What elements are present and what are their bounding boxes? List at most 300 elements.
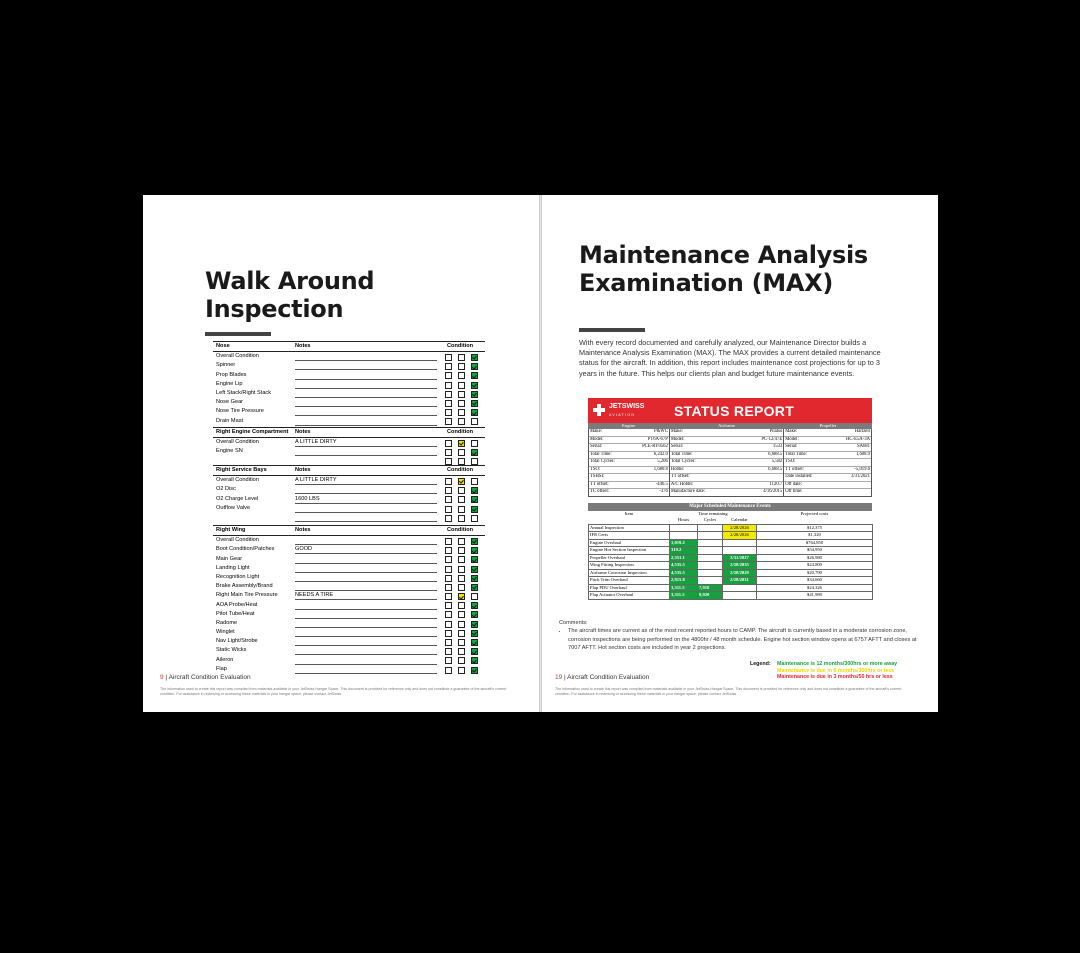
condition-checkbox-poor[interactable] bbox=[445, 556, 452, 563]
event-item: IFR Certs bbox=[589, 532, 670, 540]
condition-checkbox-poor[interactable] bbox=[445, 440, 452, 447]
condition-checkbox-good[interactable] bbox=[471, 418, 478, 425]
spec-value: 1533 bbox=[772, 444, 783, 449]
event-item: Flap Actuator Overhaul bbox=[589, 592, 670, 600]
checklist-row bbox=[213, 573, 485, 582]
condition-checkbox-good[interactable] bbox=[471, 363, 478, 370]
propeller-spec-row bbox=[784, 467, 871, 475]
checklist-row bbox=[213, 601, 485, 610]
condition-checkbox-fair[interactable] bbox=[458, 496, 465, 503]
disclaimer: The information used to create this report was compiled from materials available in your JetSwiss Hangar Space. This document is provided for reference only and does not constitute a guarantee of the aircraft's current condition. For assistance in reviewing or accessing these materials in your hangar space, please contact JetSwiss. bbox=[555, 687, 902, 696]
event-item: Airframe Corrosion Inspection bbox=[589, 569, 670, 577]
airframe-spec-row bbox=[670, 452, 783, 460]
condition-checkbox-fair[interactable] bbox=[458, 566, 465, 573]
item-notes[interactable] bbox=[295, 637, 437, 646]
item-name: Recognition Light bbox=[216, 573, 260, 580]
item-name: Pitot Tube/Heat bbox=[216, 610, 255, 617]
hours-remaining: 2,351.1 bbox=[670, 554, 698, 562]
condition-checkbox-poor[interactable] bbox=[445, 667, 452, 674]
cycles-remaining bbox=[698, 562, 723, 570]
section-name: Right Service Bays bbox=[216, 467, 267, 473]
spec-label: Manufacture date: bbox=[670, 489, 706, 494]
event-item: Pitch Trim Overhaul bbox=[589, 577, 670, 585]
condition-checkbox-good[interactable] bbox=[471, 667, 478, 674]
spec-value: PC-12/47E bbox=[761, 436, 783, 442]
checklist-row bbox=[213, 504, 485, 513]
condition-checkbox-fair[interactable] bbox=[458, 354, 465, 361]
condition-checkbox-poor[interactable] bbox=[445, 496, 452, 503]
item-name: Engine SN bbox=[216, 448, 243, 455]
condition-checkbox-poor[interactable] bbox=[445, 354, 452, 361]
cycles-remaining: 9,920 bbox=[698, 592, 723, 600]
condition-checkbox-poor[interactable] bbox=[445, 566, 452, 573]
maintenance-row bbox=[589, 532, 873, 540]
spec-label: Serial: bbox=[670, 444, 684, 449]
spec-label: Model: bbox=[785, 436, 799, 442]
section-name: Right Engine Compartment bbox=[216, 429, 289, 435]
condition-checkbox-good[interactable] bbox=[471, 515, 478, 522]
checklist-row bbox=[213, 637, 485, 646]
page-title: Walk Around Inspection bbox=[205, 267, 375, 323]
spec-label: Model: bbox=[670, 436, 685, 442]
condition-checkbox-poor[interactable] bbox=[445, 478, 452, 485]
condition-checkbox-poor[interactable] bbox=[445, 363, 452, 370]
calendar-remaining: 2/28/2029 bbox=[723, 569, 757, 577]
spec-value: -5,019.6 bbox=[854, 466, 870, 472]
condition-checkbox-poor[interactable] bbox=[445, 538, 452, 545]
item-notes[interactable]: NEEDS A TIRE bbox=[295, 591, 437, 600]
condition-checkbox-good[interactable] bbox=[471, 648, 478, 655]
engine-spec-row bbox=[589, 482, 669, 490]
item-notes[interactable] bbox=[295, 380, 437, 389]
projected-cost: $54,950 bbox=[757, 547, 873, 555]
engine-spec-row bbox=[589, 452, 669, 460]
projected-cost: $764,850 bbox=[757, 539, 873, 547]
calendar-remaining: 2/28/2031 bbox=[723, 577, 757, 585]
spec-label: Total Time: bbox=[785, 451, 807, 457]
projected-cost: $1,320 bbox=[757, 532, 873, 540]
engine-spec-row bbox=[589, 459, 669, 467]
item-name: Flap bbox=[216, 665, 227, 672]
condition-checkbox-fair[interactable] bbox=[458, 648, 465, 655]
condition-checkbox-poor[interactable] bbox=[445, 515, 452, 522]
spec-label: Make: bbox=[785, 429, 798, 434]
item-notes[interactable] bbox=[295, 389, 437, 398]
spec-label: Total Time: bbox=[670, 451, 693, 457]
condition-checkbox-good[interactable] bbox=[471, 506, 478, 513]
item-notes[interactable]: A LITTLE DIRTY bbox=[295, 438, 437, 447]
event-item: Engine Overhaul bbox=[589, 539, 670, 547]
condition-checkbox-fair[interactable] bbox=[458, 630, 465, 637]
item-name: Aileron bbox=[216, 656, 234, 663]
engine-spec-row bbox=[589, 429, 669, 437]
condition-checkbox-poor[interactable] bbox=[445, 639, 452, 646]
condition-checkbox-fair[interactable] bbox=[458, 515, 465, 522]
condition-checkbox-good[interactable] bbox=[471, 639, 478, 646]
status-report bbox=[588, 398, 872, 600]
item-name: Main Gear bbox=[216, 555, 243, 562]
hours-remaining: 2,815.8 bbox=[670, 577, 698, 585]
maintenance-row bbox=[589, 539, 873, 547]
hours-remaining: 4,535.5 bbox=[670, 562, 698, 570]
condition-checkbox-good[interactable] bbox=[471, 440, 478, 447]
spec-value: 6,688.5 bbox=[768, 451, 783, 457]
projected-cost: $26,980 bbox=[757, 554, 873, 562]
cycles-remaining: 7,918 bbox=[698, 584, 723, 592]
comments-label: Comments: bbox=[559, 620, 588, 626]
condition-checkbox-poor[interactable] bbox=[445, 602, 452, 609]
item-notes[interactable] bbox=[295, 352, 437, 361]
condition-checkbox-poor[interactable] bbox=[445, 391, 452, 398]
condition-checkbox-poor[interactable] bbox=[445, 657, 452, 664]
calendar-remaining: 2/28/2026 bbox=[723, 532, 757, 540]
checklist-section bbox=[213, 341, 485, 426]
condition-checkbox-poor[interactable] bbox=[445, 372, 452, 379]
item-notes[interactable] bbox=[295, 665, 437, 674]
maintenance-row bbox=[589, 547, 873, 555]
condition-checkbox-good[interactable] bbox=[471, 602, 478, 609]
checklist-row bbox=[213, 513, 485, 522]
cycles-remaining bbox=[698, 547, 723, 555]
item-name: Spinner bbox=[216, 362, 236, 369]
status-report-title: STATUS REPORT bbox=[674, 403, 795, 419]
maintenance-row bbox=[589, 577, 873, 585]
condition-checkbox-poor[interactable] bbox=[445, 547, 452, 554]
condition-checkbox-fair[interactable] bbox=[458, 538, 465, 545]
engine-specs bbox=[589, 429, 670, 496]
item-notes[interactable] bbox=[295, 417, 437, 426]
checklist-row bbox=[213, 389, 485, 398]
projected-cost: $12,375 bbox=[757, 524, 873, 532]
condition-checkbox-good[interactable] bbox=[471, 621, 478, 628]
spec-value: -376 bbox=[659, 489, 668, 494]
condition-checkbox-poor[interactable] bbox=[445, 611, 452, 618]
item-notes[interactable] bbox=[295, 610, 437, 619]
condition-checkbox-fair[interactable] bbox=[458, 418, 465, 425]
condition-checkbox-fair[interactable] bbox=[458, 372, 465, 379]
propeller-specs bbox=[784, 429, 871, 496]
condition-checkbox-good[interactable] bbox=[471, 372, 478, 379]
condition-checkbox-fair[interactable] bbox=[458, 400, 465, 407]
condition-checkbox-poor[interactable] bbox=[445, 584, 452, 591]
item-name: Radome bbox=[216, 619, 238, 626]
footer-label: | Aircraft Condition Evaluation bbox=[562, 674, 650, 681]
item-name: AOA Probe/Heat bbox=[216, 601, 258, 608]
condition-checkbox-poor[interactable] bbox=[445, 418, 452, 425]
checklist-row bbox=[213, 352, 485, 361]
condition-checkbox-fair[interactable] bbox=[458, 487, 465, 494]
item-notes[interactable]: A LITTLE DIRTY bbox=[295, 476, 437, 485]
engine-spec-row bbox=[589, 489, 669, 496]
hours-remaining bbox=[670, 532, 698, 540]
propeller-spec-row bbox=[784, 489, 871, 496]
condition-checkbox-good[interactable] bbox=[471, 538, 478, 545]
engine-spec-row bbox=[589, 474, 669, 482]
checklist-row bbox=[213, 438, 485, 447]
hours-remaining: 4,535.5 bbox=[670, 569, 698, 577]
maintenance-row bbox=[589, 562, 873, 570]
condition-header: Condition bbox=[447, 467, 474, 473]
hours-remaining: 319.2 bbox=[670, 547, 698, 555]
spec-label: Total Time: bbox=[590, 451, 612, 457]
condition-checkbox-fair[interactable] bbox=[458, 593, 465, 600]
condition-checkbox-good[interactable] bbox=[471, 382, 478, 389]
item-name: O2 Charge Level bbox=[216, 495, 259, 502]
condition-checkbox-fair[interactable] bbox=[458, 667, 465, 674]
spec-label: TT offset: bbox=[785, 466, 804, 472]
item-name: Overall Condition bbox=[216, 537, 259, 544]
item-notes[interactable] bbox=[295, 582, 437, 591]
condition-header: Condition bbox=[447, 343, 474, 349]
condition-checkbox-poor[interactable] bbox=[445, 409, 452, 416]
condition-checkbox-good[interactable] bbox=[471, 449, 478, 456]
condition-checkbox-good[interactable] bbox=[471, 575, 478, 582]
condition-checkbox-good[interactable] bbox=[471, 400, 478, 407]
checklist-row bbox=[213, 380, 485, 389]
brand-name: JETSWISS AVIATION bbox=[609, 403, 645, 417]
checklist-row bbox=[213, 485, 485, 494]
checklist-row bbox=[213, 555, 485, 564]
cycles-remaining bbox=[698, 532, 723, 540]
spec-label: Off date: bbox=[785, 481, 802, 487]
notes-header: Notes bbox=[295, 343, 311, 349]
spec-value: 1120.7 bbox=[769, 481, 783, 487]
condition-checkbox-poor[interactable] bbox=[445, 506, 452, 513]
legend-green: Maintenance is 12 months/300hrs or more away bbox=[777, 661, 898, 667]
spec-value: 5,206 bbox=[657, 459, 668, 464]
item-notes[interactable] bbox=[295, 407, 437, 416]
condition-checkbox-poor[interactable] bbox=[445, 621, 452, 628]
propeller-spec-row bbox=[784, 429, 871, 437]
condition-checkbox-good[interactable] bbox=[471, 391, 478, 398]
spec-value: -446.5 bbox=[655, 481, 668, 487]
item-notes[interactable] bbox=[295, 628, 437, 637]
condition-checkbox-poor[interactable] bbox=[445, 575, 452, 582]
spec-value: 6,688.5 bbox=[768, 466, 783, 472]
propeller-spec-row bbox=[784, 452, 871, 460]
condition-checkbox-poor[interactable] bbox=[445, 593, 452, 600]
airframe-spec-row bbox=[670, 429, 783, 437]
condition-checkbox-poor[interactable] bbox=[445, 400, 452, 407]
item-notes[interactable] bbox=[295, 447, 437, 456]
item-notes[interactable] bbox=[295, 398, 437, 407]
page-footer bbox=[160, 674, 251, 681]
condition-checkbox-good[interactable] bbox=[471, 496, 478, 503]
calendar-remaining bbox=[723, 539, 757, 547]
item-notes[interactable] bbox=[295, 564, 437, 573]
condition-checkbox-fair[interactable] bbox=[458, 391, 465, 398]
checklist-row bbox=[213, 582, 485, 591]
item-notes[interactable] bbox=[295, 504, 437, 513]
condition-header: Condition bbox=[447, 429, 474, 435]
engine-spec-row bbox=[589, 467, 669, 475]
maintenance-header-row: Item Time remaining Projected costs bbox=[624, 510, 829, 516]
item-notes[interactable]: GOOD bbox=[295, 545, 437, 554]
checklist-row bbox=[213, 495, 485, 504]
checklist-row bbox=[213, 619, 485, 628]
spec-value: 1,608.9 bbox=[855, 451, 870, 457]
spec-value: Pilatus bbox=[769, 429, 783, 434]
event-item: Propeller Overhaul bbox=[589, 554, 670, 562]
item-name: Right Main Tire Pressure bbox=[216, 592, 278, 599]
notes-header: Notes bbox=[295, 527, 311, 533]
spec-label: TSO: bbox=[785, 459, 796, 464]
footer-label: | Aircraft Condition Evaluation bbox=[163, 674, 251, 681]
spec-table bbox=[588, 429, 872, 497]
section-header bbox=[213, 341, 485, 352]
intro-paragraph: With every record documented and carefully analyzed, our Maintenance Director builds a Maintenance Analysis Examination (MAX). The MAX provides a current detailed maintenance status for the aircraft. In addition, this report includes maintenance cost projections for up to 3 years in the future. This helps our clients plan and budget future maintenance events. bbox=[579, 338, 881, 378]
condition-checkbox-fair[interactable] bbox=[458, 575, 465, 582]
condition-checkbox-fair[interactable] bbox=[458, 602, 465, 609]
section-name: Right Wing bbox=[216, 527, 246, 533]
spec-label: Make: bbox=[670, 429, 683, 434]
condition-checkbox-fair[interactable] bbox=[458, 621, 465, 628]
condition-checkbox-good[interactable] bbox=[471, 584, 478, 591]
condition-checkbox-fair[interactable] bbox=[458, 639, 465, 646]
projected-cost: $24,800 bbox=[757, 562, 873, 570]
item-notes[interactable] bbox=[295, 573, 437, 582]
condition-checkbox-good[interactable] bbox=[471, 409, 478, 416]
checklist-row bbox=[213, 564, 485, 573]
airframe-spec-row bbox=[670, 444, 783, 452]
item-name: Left Stack/Right Stack bbox=[216, 389, 272, 396]
spec-label: A/C Hobbs: bbox=[670, 481, 694, 487]
airframe-spec-row bbox=[670, 437, 783, 445]
spec-value: 6,242.0 bbox=[653, 451, 668, 457]
spec-value: PCE-RY0562 bbox=[642, 444, 668, 449]
spec-label: Make: bbox=[590, 429, 602, 434]
condition-checkbox-poor[interactable] bbox=[445, 449, 452, 456]
item-notes[interactable] bbox=[295, 601, 437, 610]
spec-value: Hartzell bbox=[854, 429, 870, 434]
engine-spec-row bbox=[589, 444, 669, 452]
condition-checkbox-fair[interactable] bbox=[458, 611, 465, 618]
maintenance-events-title: Major Scheduled Maintenance Events bbox=[588, 503, 872, 511]
event-item: Annual Inspection bbox=[589, 524, 670, 532]
item-name: Landing Light bbox=[216, 564, 250, 571]
maintenance-row bbox=[589, 592, 873, 600]
calendar-remaining bbox=[723, 584, 757, 592]
spec-label: Hobbs: bbox=[670, 466, 685, 472]
condition-checkbox-poor[interactable] bbox=[445, 630, 452, 637]
condition-checkbox-fair[interactable] bbox=[458, 556, 465, 563]
title-underline bbox=[579, 328, 645, 332]
item-name: Overall Condition bbox=[216, 439, 259, 446]
condition-checkbox-poor[interactable] bbox=[445, 487, 452, 494]
item-name: Static Wicks bbox=[216, 647, 247, 654]
checklist-row bbox=[213, 665, 485, 674]
condition-checkbox-fair[interactable] bbox=[458, 584, 465, 591]
checklist-row bbox=[213, 476, 485, 485]
calendar-remaining: 2/28/2035 bbox=[723, 562, 757, 570]
condition-checkbox-fair[interactable] bbox=[458, 440, 465, 447]
condition-checkbox-good[interactable] bbox=[471, 556, 478, 563]
engine-spec-row bbox=[589, 437, 669, 445]
propeller-spec-row bbox=[784, 459, 871, 467]
item-name: Drain Mast bbox=[216, 417, 244, 424]
condition-checkbox-good[interactable] bbox=[471, 611, 478, 618]
notes-header: Notes bbox=[295, 429, 311, 435]
condition-checkbox-good[interactable] bbox=[471, 487, 478, 494]
condition-checkbox-poor[interactable] bbox=[445, 648, 452, 655]
status-report-header bbox=[588, 398, 872, 423]
condition-checkbox-fair[interactable] bbox=[458, 449, 465, 456]
spec-label: Serial: bbox=[590, 444, 603, 449]
airframe-spec-row bbox=[670, 474, 783, 482]
spec-value: 3/31/2021 bbox=[850, 474, 870, 479]
cycles-remaining bbox=[698, 569, 723, 577]
condition-checkbox-fair[interactable] bbox=[458, 506, 465, 513]
item-name: Overall Condition bbox=[216, 477, 259, 484]
item-notes[interactable] bbox=[295, 371, 437, 380]
item-notes[interactable] bbox=[295, 485, 437, 494]
condition-checkbox-poor[interactable] bbox=[445, 382, 452, 389]
condition-checkbox-good[interactable] bbox=[471, 593, 478, 600]
condition-checkbox-fair[interactable] bbox=[458, 382, 465, 389]
airframe-spec-row bbox=[670, 489, 783, 496]
maintenance-row bbox=[589, 569, 873, 577]
event-item: Wing Fitting Inspection bbox=[589, 562, 670, 570]
item-notes[interactable] bbox=[295, 555, 437, 564]
spec-label: Total Cycles: bbox=[590, 459, 615, 464]
condition-checkbox-good[interactable] bbox=[471, 478, 478, 485]
calendar-remaining: 3/31/2027 bbox=[723, 554, 757, 562]
spec-label: TSO: bbox=[590, 466, 601, 472]
condition-checkbox-fair[interactable] bbox=[458, 657, 465, 664]
hours-remaining bbox=[670, 524, 698, 532]
item-notes[interactable]: 1600 LBS bbox=[295, 495, 437, 504]
item-name: Outflow Valve bbox=[216, 504, 251, 511]
checklist-row bbox=[213, 656, 485, 665]
item-name: Prop Blades bbox=[216, 371, 247, 378]
condition-checkbox-good[interactable] bbox=[471, 354, 478, 361]
item-notes[interactable] bbox=[295, 361, 437, 370]
item-name: Engine Lip bbox=[216, 380, 243, 387]
event-item: Flap PDU Overhaul bbox=[589, 584, 670, 592]
checklist-section bbox=[213, 465, 485, 522]
spec-value: P&WC bbox=[654, 429, 668, 434]
condition-checkbox-fair[interactable] bbox=[458, 409, 465, 416]
condition-checkbox-good[interactable] bbox=[471, 630, 478, 637]
checklist-row bbox=[213, 398, 485, 407]
spec-column-headers: Engine Airframe Propeller bbox=[588, 423, 872, 429]
left-page bbox=[143, 195, 539, 712]
item-notes[interactable] bbox=[295, 646, 437, 655]
page-footer bbox=[555, 674, 649, 681]
item-notes[interactable] bbox=[295, 619, 437, 628]
spec-label: TT offset: bbox=[590, 481, 609, 487]
checklist-row bbox=[213, 591, 485, 600]
section-header bbox=[213, 525, 485, 536]
notes-header: Notes bbox=[295, 467, 311, 473]
calendar-remaining: 2/28/2026 bbox=[723, 524, 757, 532]
condition-checkbox-fair[interactable] bbox=[458, 478, 465, 485]
cycles-remaining bbox=[698, 524, 723, 532]
spec-label: Total Cycles: bbox=[670, 459, 696, 464]
item-notes[interactable] bbox=[295, 536, 437, 545]
condition-checkbox-good[interactable] bbox=[471, 566, 478, 573]
hours-remaining: 3,311.5 bbox=[670, 584, 698, 592]
right-page bbox=[542, 195, 938, 712]
item-notes[interactable] bbox=[295, 513, 437, 522]
condition-checkbox-good[interactable] bbox=[471, 547, 478, 554]
hours-remaining: 3,311.5 bbox=[670, 592, 698, 600]
item-notes[interactable] bbox=[295, 656, 437, 665]
page-title: Maintenance Analysis Examination (MAX) bbox=[579, 241, 868, 297]
condition-checkbox-fair[interactable] bbox=[458, 363, 465, 370]
condition-checkbox-fair[interactable] bbox=[458, 547, 465, 554]
condition-checkbox-good[interactable] bbox=[471, 657, 478, 664]
